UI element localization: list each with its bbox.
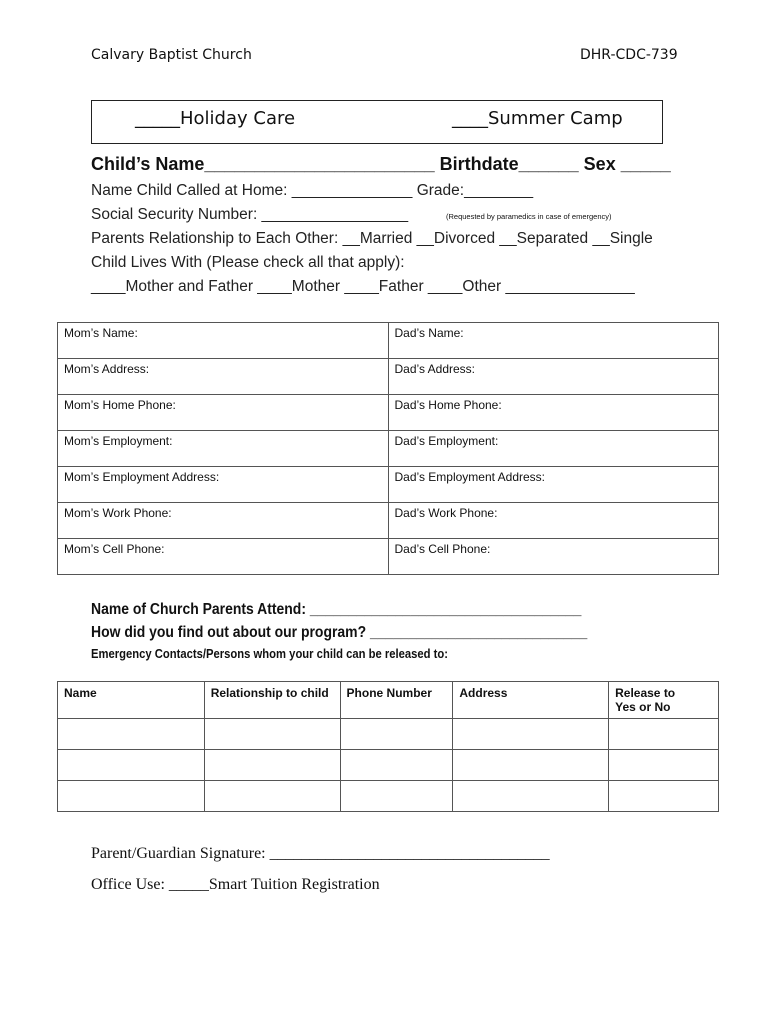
mom-cell-phone-cell[interactable]: Mom’s Cell Phone: bbox=[58, 539, 389, 575]
parents-info-table bbox=[57, 322, 719, 575]
holiday-care-option[interactable]: _____Holiday Care bbox=[135, 108, 296, 129]
mom-employment-cell[interactable]: Mom’s Employment: bbox=[58, 431, 389, 467]
contact-phone-cell[interactable] bbox=[340, 719, 453, 750]
contact-phone-cell[interactable] bbox=[340, 781, 453, 812]
dad-work-phone-cell[interactable]: Dad’s Work Phone: bbox=[388, 503, 719, 539]
ssn-note: (Requested by paramedics in case of emergency) bbox=[446, 212, 612, 221]
contact-relationship-cell[interactable] bbox=[204, 781, 340, 812]
col-name-header: Name bbox=[58, 682, 205, 719]
contact-phone-cell[interactable] bbox=[340, 750, 453, 781]
contact-address-cell[interactable] bbox=[453, 719, 609, 750]
contact-address-cell[interactable] bbox=[453, 750, 609, 781]
mom-employment-address-cell[interactable]: Mom’s Employment Address: bbox=[58, 467, 389, 503]
table-header-row bbox=[58, 682, 719, 719]
contact-release-cell[interactable] bbox=[609, 719, 719, 750]
contact-name-cell[interactable] bbox=[58, 781, 205, 812]
find-program-line[interactable]: How did you find out about our program? ____________________________ bbox=[91, 624, 588, 641]
mom-home-phone-cell[interactable]: Mom’s Home Phone: bbox=[58, 395, 389, 431]
table-row bbox=[58, 323, 719, 359]
col-phone-header: Phone Number bbox=[340, 682, 453, 719]
table-row bbox=[58, 359, 719, 395]
table-row bbox=[58, 719, 719, 750]
dad-employment-address-cell[interactable]: Dad’s Employment Address: bbox=[388, 467, 719, 503]
col-release-header bbox=[609, 682, 719, 719]
table-row bbox=[58, 431, 719, 467]
contact-name-cell[interactable] bbox=[58, 719, 205, 750]
dad-home-phone-cell[interactable]: Dad’s Home Phone: bbox=[388, 395, 719, 431]
contact-relationship-cell[interactable] bbox=[204, 750, 340, 781]
guardian-signature-line[interactable]: Parent/Guardian Signature: ___________________________________ bbox=[91, 845, 550, 862]
contact-name-cell[interactable] bbox=[58, 750, 205, 781]
table-row bbox=[58, 781, 719, 812]
contact-address-cell[interactable] bbox=[453, 781, 609, 812]
church-attend-line[interactable]: Name of Church Parents Attend: ___________________________________ bbox=[91, 601, 582, 618]
col-relationship-header: Relationship to child bbox=[204, 682, 340, 719]
lives-with-options[interactable]: ____Mother and Father ____Mother ____Father ____Other _______________ bbox=[91, 278, 635, 295]
emergency-contacts-table bbox=[57, 681, 719, 812]
dad-address-cell[interactable]: Dad’s Address: bbox=[388, 359, 719, 395]
table-row bbox=[58, 503, 719, 539]
table-row bbox=[58, 539, 719, 575]
child-name-line[interactable]: Child’s Name_______________________ Birthdate______ Sex _____ bbox=[91, 154, 671, 174]
lives-with-label: Child Lives With (Please check all that apply): bbox=[91, 254, 405, 271]
dad-cell-phone-cell[interactable]: Dad’s Cell Phone: bbox=[388, 539, 719, 575]
dad-employment-cell[interactable]: Dad’s Employment: bbox=[388, 431, 719, 467]
summer-camp-option[interactable]: ____Summer Camp bbox=[452, 108, 623, 129]
emergency-contacts-heading: Emergency Contacts/Persons whom your child can be released to: bbox=[91, 647, 448, 661]
release-header-line2: Yes or No bbox=[615, 700, 671, 714]
contact-relationship-cell[interactable] bbox=[204, 719, 340, 750]
name-called-grade-line[interactable]: Name Child Called at Home: ______________ Grade:________ bbox=[91, 182, 534, 199]
ssn-line[interactable]: Social Security Number: _________________ bbox=[91, 206, 409, 223]
form-code-header: DHR-CDC-739 bbox=[580, 47, 678, 63]
church-name-header: Calvary Baptist Church bbox=[91, 47, 252, 63]
table-row bbox=[58, 467, 719, 503]
mom-name-cell[interactable]: Mom’s Name: bbox=[58, 323, 389, 359]
col-address-header: Address bbox=[453, 682, 609, 719]
table-row bbox=[58, 750, 719, 781]
mom-work-phone-cell[interactable]: Mom’s Work Phone: bbox=[58, 503, 389, 539]
contact-release-cell[interactable] bbox=[609, 750, 719, 781]
contact-release-cell[interactable] bbox=[609, 781, 719, 812]
office-use-line[interactable]: Office Use: _____Smart Tuition Registration bbox=[91, 876, 380, 893]
parents-relationship-line[interactable]: Parents Relationship to Each Other: __Married __Divorced __Separated __Single bbox=[91, 230, 653, 247]
release-header-line1: Release to bbox=[615, 686, 676, 700]
dad-name-cell[interactable]: Dad’s Name: bbox=[388, 323, 719, 359]
mom-address-cell[interactable]: Mom’s Address: bbox=[58, 359, 389, 395]
table-row bbox=[58, 395, 719, 431]
